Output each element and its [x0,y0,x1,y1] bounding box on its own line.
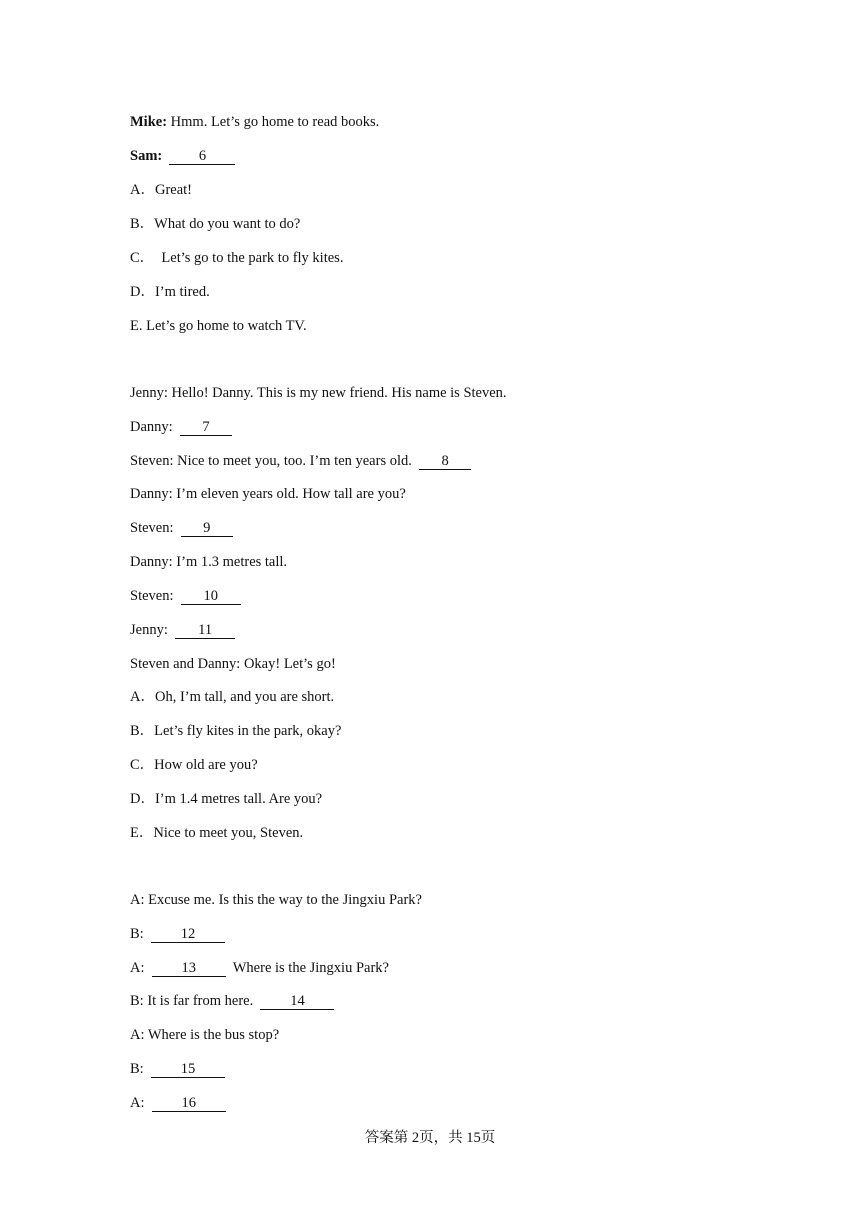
option-item: D．I’m 1.4 metres tall. Are you? [130,791,323,807]
option-item: B．What do you want to do? [130,216,301,232]
option-item: D．I’m tired. [130,284,210,300]
dialogue-line [130,1094,226,1112]
answer-blank: 16 [152,1096,226,1112]
dialogue-text: Danny: [130,419,177,435]
dialogue-text: B: It is far from here. [130,993,257,1009]
dialogue-line: A: Excuse me. Is this the way to the Jingxiu Park? [130,892,422,908]
dialogue-line [130,925,225,943]
dialogue-text: B: [130,1061,148,1077]
dialogue-line: Jenny: Hello! Danny. This is my new friend. His name is Steven. [130,385,507,401]
dialogue-line [130,519,233,537]
answer-blank: 8 [419,454,471,470]
dialogue-line [130,959,389,977]
answer-blank: 13 [152,961,226,977]
dialogue-text: B: [130,926,148,942]
dialogue-line [130,992,334,1010]
option-item: C． Let’s go to the park to fly kites. [130,250,344,266]
dialogue-line: Danny: I’m eleven years old. How tall are you? [130,486,406,502]
answer-blank: 9 [181,521,233,537]
dialogue-line [130,418,232,436]
dialogue-line [130,452,471,470]
dialogue-line [130,621,235,639]
dialogue-line [130,147,235,165]
dialogue-line [130,587,241,605]
dialogue-text: Hmm. Let’s go home to read books. [170,114,380,130]
option-item: E．Nice to meet you, Steven. [130,825,304,841]
dialogue-text: Steven: Nice to meet you, too. I’m ten years old. [130,453,416,469]
dialogue-text: Steven: [130,588,178,604]
page-footer: 答案第 2页，共 15页 [364,1130,496,1146]
option-item: E. Let’s go home to watch TV. [130,318,307,334]
dialogue-text: Where is the Jingxiu Park? [225,960,389,976]
dialogue-line: A: Where is the bus stop? [130,1027,280,1043]
answer-blank: 12 [151,927,225,943]
answer-blank: 11 [175,623,235,639]
dialogue-line: Danny: I’m 1.3 metres tall. [130,554,288,570]
answer-blank: 7 [180,420,232,436]
dialogue-line: Steven and Danny: Okay! Let’s go! [130,656,336,672]
option-item: A．Oh, I’m tall, and you are short. [130,689,335,705]
answer-blank: 6 [169,149,235,165]
option-item: B．Let’s fly kites in the park, okay? [130,723,342,739]
dialogue-line [130,1060,225,1078]
dialogue-text: A: [130,1095,149,1111]
answer-blank: 15 [151,1062,225,1078]
dialogue-line [130,113,379,131]
answer-blank: 14 [260,994,334,1010]
option-item: C．How old are you? [130,757,258,773]
speaker-label: Sam: [130,148,163,164]
dialogue-text: Jenny: [130,622,172,638]
dialogue-text: A: [130,960,149,976]
answer-blank: 10 [181,589,241,605]
dialogue-text: Steven: [130,520,178,536]
option-item: A．Great! [130,182,193,198]
speaker-label: Mike: [130,114,168,130]
